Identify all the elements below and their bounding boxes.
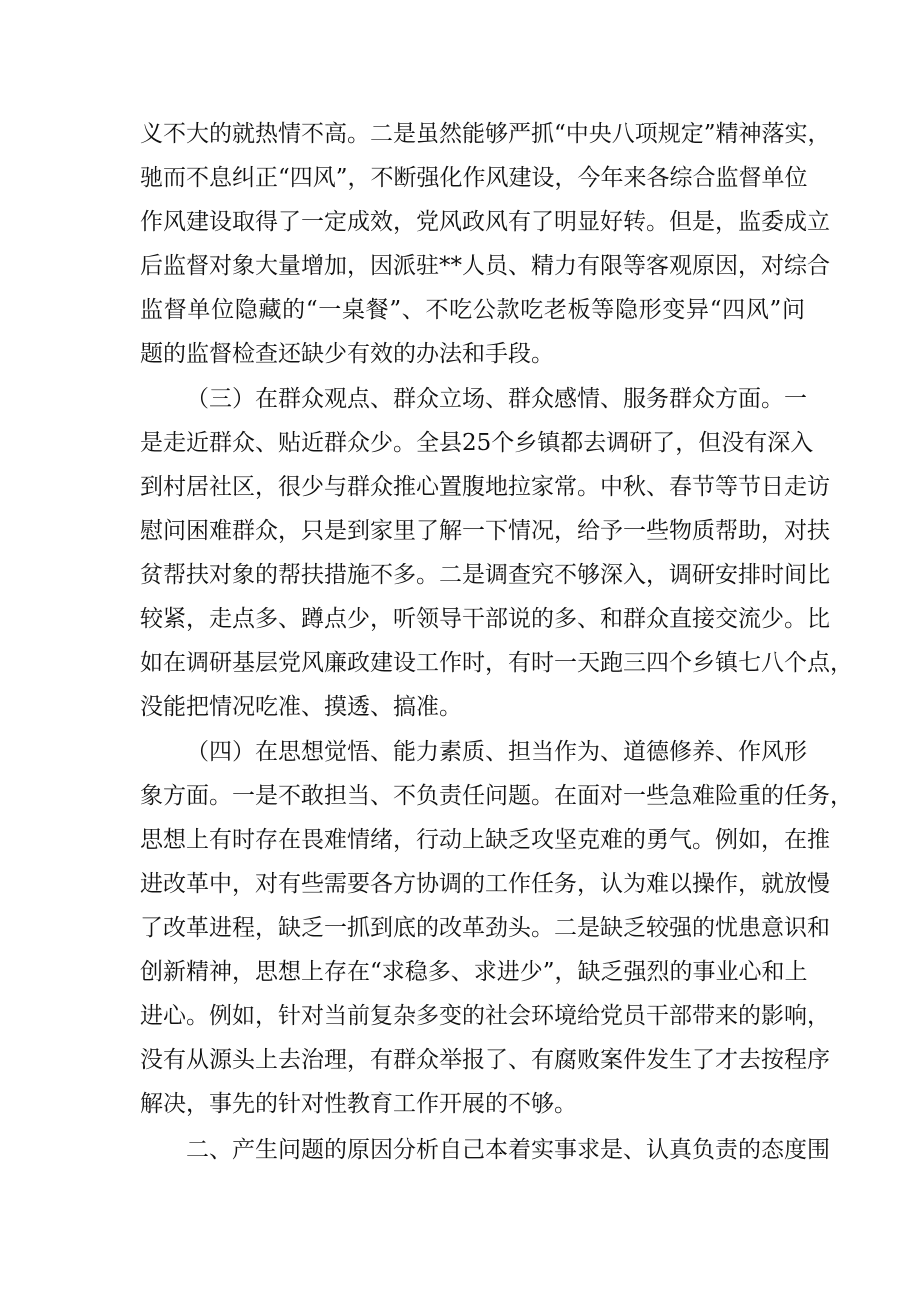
paragraph-2-line-5: 贫帮扶对象的帮扶措施不多。二是调查究不够深入，调研安排时间比 bbox=[140, 562, 830, 588]
paragraph-2-line-6: 较紧，走点多、蹲点少，听领导干部说的多、和群众直接交流少。比 bbox=[140, 606, 830, 632]
paragraph-3-line-8: 没有从源头上去治理，有群众举报了、有腐败案件发生了才去按程序 bbox=[140, 1047, 830, 1073]
paragraph-3-line-3: 思想上有时存在畏难情绪，行动上缺乏攻坚克难的勇气。例如，在推 bbox=[140, 827, 830, 853]
paragraph-1-line-2: 驰而不息纠正“四风”，不断强化作风建设，今年来各综合监督单位 bbox=[140, 165, 808, 191]
paragraph-2-line-1: （三）在群众观点、群众立场、群众感情、服务群众方面。一 bbox=[186, 386, 807, 412]
paragraph-1-line-5: 监督单位隐藏的“一桌餐”、不吃公款吃老板等隐形变异“四风”问 bbox=[140, 297, 805, 323]
paragraph-1-line-6: 题的监督检查还缺少有效的办法和手段。 bbox=[140, 341, 554, 367]
paragraph-1-line-1: 义不大的就热情不高。二是虽然能够严抓“中央八项规定”精神落实， bbox=[140, 121, 831, 147]
paragraph-3-line-6: 创新精神，思想上存在“求稳多、求进少”，缺乏强烈的事业心和上 bbox=[140, 959, 808, 985]
paragraph-2-line-8: 没能把情况吃准、摸透、搞准。 bbox=[140, 694, 462, 720]
paragraph-2-line-3: 到村居社区，很少与群众推心置腹地拉家常。中秋、春节等节日走访 bbox=[140, 474, 830, 500]
paragraph-3-line-5: 了改革进程，缺乏一抓到底的改革劲头。二是缺乏较强的忧患意识和 bbox=[140, 915, 830, 941]
paragraph-3-line-9: 解决，事先的针对性教育工作开展的不够。 bbox=[140, 1091, 577, 1117]
paragraph-3-line-2: 象方面。一是不敢担当、不负责任问题。在面对一些急难险重的任务， bbox=[140, 783, 853, 809]
paragraph-1-line-3: 作风建设取得了一定成效，党风政风有了明显好转。但是，监委成立 bbox=[140, 209, 830, 235]
paragraph-3-line-4: 进改革中，对有些需要各方协调的工作任务，认为难以操作，就放慢 bbox=[140, 871, 830, 897]
section-heading-line: 二、产生问题的原因分析自己本着实事求是、认真负责的态度围 bbox=[186, 1137, 830, 1163]
paragraph-2-line-4: 慰问困难群众，只是到家里了解一下情况，给予一些物质帮助，对扶 bbox=[140, 518, 830, 544]
paragraph-2-line-7: 如在调研基层党风廉政建设工作时，有时一天跑三四个乡镇七八个点， bbox=[140, 650, 853, 676]
paragraph-3-line-1: （四）在思想觉悟、能力素质、担当作为、道德修养、作风形 bbox=[186, 739, 807, 765]
paragraph-3-line-7: 进心。例如，针对当前复杂多变的社会环境给党员干部带来的影响， bbox=[140, 1003, 830, 1029]
paragraph-2-line-2: 是走近群众、贴近群众少。全县25个乡镇都去调研了，但没有深入 bbox=[140, 430, 814, 456]
paragraph-1-line-4: 后监督对象大量增加，因派驻**人员、精力有限等客观原因，对综合 bbox=[140, 253, 830, 279]
